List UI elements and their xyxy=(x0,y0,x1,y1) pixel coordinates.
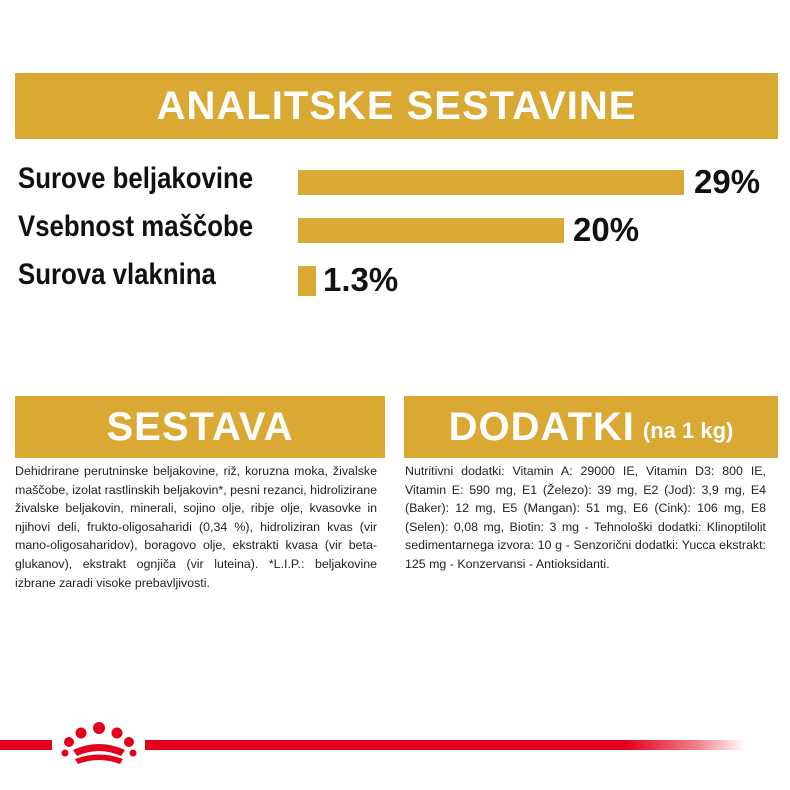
analysis-bar-fat xyxy=(298,218,564,243)
dodatki-title-banner xyxy=(404,396,778,458)
footer-line-left xyxy=(0,740,52,750)
royal-canin-crown-logo-icon xyxy=(55,720,143,768)
sestava-title: SESTAVA xyxy=(106,404,294,449)
analysis-label-fiber: Surova vlaknina xyxy=(18,258,216,291)
dodatki-subtitle: (na 1 kg) xyxy=(642,418,734,443)
analysis-bar-protein xyxy=(298,170,684,195)
analysis-value-fiber: 1.3% xyxy=(323,261,399,298)
footer-line-right xyxy=(145,740,745,750)
sestava-text: Dehidrirane perutninske beljakovine, riž, koruzna moka, živalske maščobe, izolat rastlinskih beljakovin*, pesni rezanci, hidrolizirane živalske beljakovin, minerali, sojino olje, ribje olje, kvasovke in njihovi deli, frukto-oligosaharidi (0,34 %), hidroliziran kvas (vir mano-oligosaharidov), boragovo olje, ekstrakti kvasa (vir beta-glukanov), ekstrakt ognjiča (vir luteina). *L.I.P.: beljakovine izbrane zaradi visoke prebavljivosti. xyxy=(15,464,377,590)
analysis-bar-fiber xyxy=(298,266,316,296)
analysis-value-protein: 29% xyxy=(694,163,761,200)
analysis-label-fat: Vsebnost maščobe xyxy=(18,210,254,243)
analysis-value-fat: 20% xyxy=(573,211,640,248)
dodatki-text: Nutritivni dodatki: Vitamin A: 29000 IE, Vitamin D3: 800 IE, Vitamin E: 590 mg, E1 (Železo): 39 mg, E2 (Jod): 3,9 mg, E4 (Baker): 12 mg, E5 (Mangan): 51 mg, E6 (Cink): 106 mg, E8 (Selen): 0,08 mg, Biotin: 3 mg - Tehnološki dodatki: Klinoptilolit sedimentarnega izvora: 10 g - Senzorični dodatki: Yucca ekstrakt: 125 mg - Konzervansi - Antioksidanti. xyxy=(405,464,766,571)
sestava-title-banner xyxy=(15,396,385,458)
analysis-title: ANALITSKE SESTAVINE xyxy=(156,83,637,128)
dodatki-title: DODATKI xyxy=(448,404,635,449)
analysis-label-protein: Surove beljakovine xyxy=(18,162,254,195)
analysis-title-banner xyxy=(15,73,778,139)
